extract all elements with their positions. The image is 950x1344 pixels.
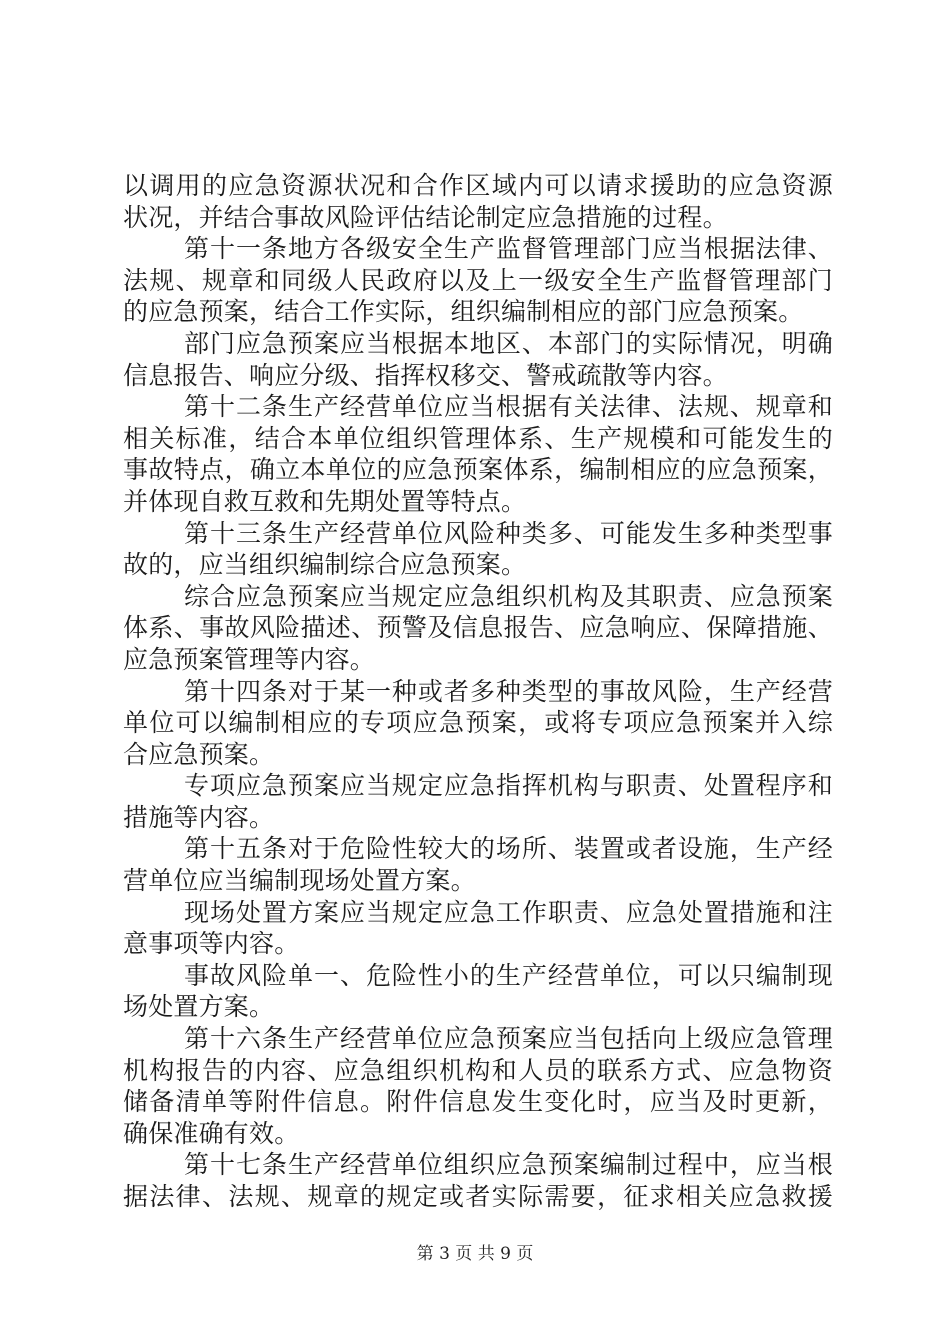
text-line: 措施等内容。 xyxy=(123,802,275,832)
text-line: 据法律、法规、规章的规定或者实际需要，征求相关应急救援 xyxy=(123,1182,833,1211)
text-line: 的应急预案，结合工作实际，组织编制相应的部门应急预案。 xyxy=(123,297,804,327)
text-line: 单位可以编制相应的专项应急预案，或将专项应急预案并入综 xyxy=(123,708,833,738)
text-line: 体系、事故风险描述、预警及信息报告、应急响应、保障措施、 xyxy=(123,613,833,643)
text-line: 第十七条生产经营单位组织应急预案编制过程中，应当根 xyxy=(184,1150,833,1180)
text-line: 事故风险单一、危险性小的生产经营单位，可以只编制现 xyxy=(184,960,833,990)
text-line: 故的，应当组织编制综合应急预案。 xyxy=(123,550,527,580)
text-line: 第十一条地方各级安全生产监督管理部门应当根据法律、 xyxy=(184,234,833,264)
text-line: 状况，并结合事故风险评估结论制定应急措施的过程。 xyxy=(123,202,728,232)
text-line: 专项应急预案应当规定应急指挥机构与职责、处置程序和 xyxy=(184,771,833,801)
text-line: 确保准确有效。 xyxy=(123,1118,300,1148)
text-line: 机构报告的内容、应急组织机构和人员的联系方式、应急物资 xyxy=(123,1055,833,1085)
text-line: 并体现自救互救和先期处置等特点。 xyxy=(123,486,527,516)
text-line: 以调用的应急资源状况和合作区域内可以请求援助的应急资源 xyxy=(123,171,833,200)
text-line: 营单位应当编制现场处置方案。 xyxy=(123,866,476,896)
text-line: 法规、规章和同级人民政府以及上一级安全生产监督管理部门 xyxy=(123,265,833,295)
page-footer: 第 3 页 共 9 页 xyxy=(416,1244,534,1264)
text-line: 第十二条生产经营单位应当根据有关法律、法规、规章和 xyxy=(184,392,833,422)
text-line: 第十四条对于某一种或者多种类型的事故风险，生产经营 xyxy=(184,676,833,706)
text-line: 第十三条生产经营单位风险种类多、可能发生多种类型事 xyxy=(184,518,833,548)
text-line: 第十五条对于危险性较大的场所、装置或者设施，生产经 xyxy=(184,834,833,864)
text-line: 储备清单等附件信息。附件信息发生变化时，应当及时更新， xyxy=(123,1087,833,1117)
text-line: 信息报告、响应分级、指挥权移交、警戒疏散等内容。 xyxy=(123,360,728,390)
text-line: 相关标准，结合本单位组织管理体系、生产规模和可能发生的 xyxy=(123,423,833,453)
text-line: 综合应急预案应当规定应急组织机构及其职责、应急预案 xyxy=(184,581,833,611)
document-body xyxy=(123,170,833,1213)
text-line: 第十六条生产经营单位应急预案应当包括向上级应急管理 xyxy=(184,1024,833,1054)
text-line: 现场处置方案应当规定应急工作职责、应急处置措施和注 xyxy=(184,897,833,927)
text-line: 事故特点，确立本单位的应急预案体系，编制相应的应急预案， xyxy=(123,455,833,485)
text-line: 应急预案管理等内容。 xyxy=(123,644,376,674)
text-line: 部门应急预案应当根据本地区、本部门的实际情况，明确 xyxy=(184,328,833,358)
text-line: 意事项等内容。 xyxy=(123,929,300,959)
text-line: 合应急预案。 xyxy=(123,739,275,769)
text-line: 场处置方案。 xyxy=(123,992,275,1022)
